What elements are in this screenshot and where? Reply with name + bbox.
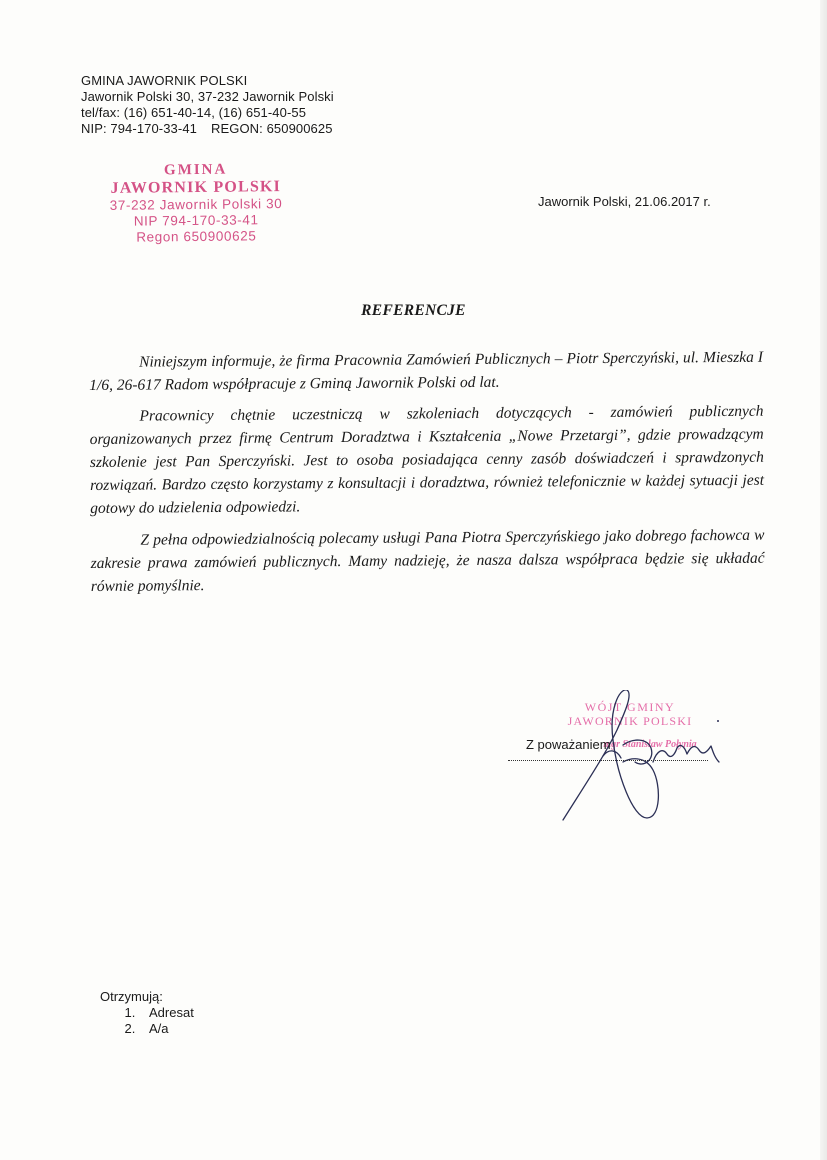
recipients-heading: Otrzymują: bbox=[100, 989, 163, 1004]
letterhead-nip: NIP: 794-170-33-41 bbox=[81, 121, 197, 136]
recipient-item: 1. Adresat bbox=[139, 1005, 194, 1021]
closing-regards: Z poważaniem bbox=[526, 737, 611, 752]
letterhead-regon: REGON: 650900625 bbox=[210, 121, 333, 136]
stamp-line-4: NIP 794-170-33-41 bbox=[133, 212, 259, 229]
letterhead-phone: tel/fax: (16) 651-40-14, (16) 651-40-55 bbox=[81, 105, 307, 120]
stamp-line-3: 37-232 Jawornik Polski 30 bbox=[109, 196, 283, 213]
document-title: REFERENCJE bbox=[361, 302, 466, 319]
mayor-stamp-line-1: WÓJT GMINY bbox=[584, 700, 676, 714]
stamp-line-2: JAWORNIK POLSKI bbox=[110, 178, 282, 197]
letter-date: Jawornik Polski, 21.06.2017 r. bbox=[538, 194, 711, 209]
stamp-line-1: GMINA bbox=[163, 161, 228, 179]
mayor-stamp-line-3: mgr Stanisław Połynia bbox=[603, 739, 697, 750]
letterhead-address: Jawornik Polski 30, 37-232 Jawornik Polski bbox=[81, 89, 334, 104]
letterhead-name: GMINA JAWORNIK POLSKI bbox=[81, 73, 248, 88]
body-paragraph-3: Z pełna odpowiedzialnością polecamy usługi Pana Piotra Sperczyńskiego jako dobrego fachowca w zakresie prawa zamówień publicznych. Mamy nadzieję, że nasza dalsza współpraca będzie się układać równie pomyślnie. bbox=[90, 526, 765, 595]
letterhead-ids bbox=[81, 121, 334, 137]
signature-line bbox=[508, 760, 708, 761]
stamp-line-5: Regon 650900625 bbox=[136, 228, 257, 245]
scan-edge bbox=[820, 0, 827, 1160]
body-paragraph-2: Pracownicy chętnie uczestniczą w szkoleniach dotyczących - zamówień publicznych organizowanych przez firmę Centrum Doradztwa i Kształcenia „Nowe Przetargi”, gdzie prowadzącym szkolenie jest Pan Sperczyński. Jest to osoba posiadająca cenny zasób doświadczeń i sprawdzonych rozwiązań. Bardzo często korzystamy z konsultacji i doradztwa, również telefonicznie w każdej sytuacji jest gotowy do udzielenia odpowiedzi. bbox=[89, 402, 765, 517]
mayor-stamp-line-2: JAWORNIK POLSKI bbox=[567, 714, 693, 728]
recipients-list bbox=[100, 1005, 194, 1037]
letter-body bbox=[89, 346, 765, 607]
office-stamp bbox=[98, 161, 295, 246]
recipients bbox=[100, 989, 194, 1037]
letterhead bbox=[81, 73, 334, 137]
body-paragraph-1: Niniejszym informuje, że firma Pracownia Zamówień Publicznych – Piotr Sperczyński, ul. Mieszka I 1/6, 26-617 Radom współpracuje z Gminą Jawornik Polski od lat. bbox=[89, 348, 764, 394]
recipient-item: 2. A/a bbox=[139, 1021, 194, 1037]
